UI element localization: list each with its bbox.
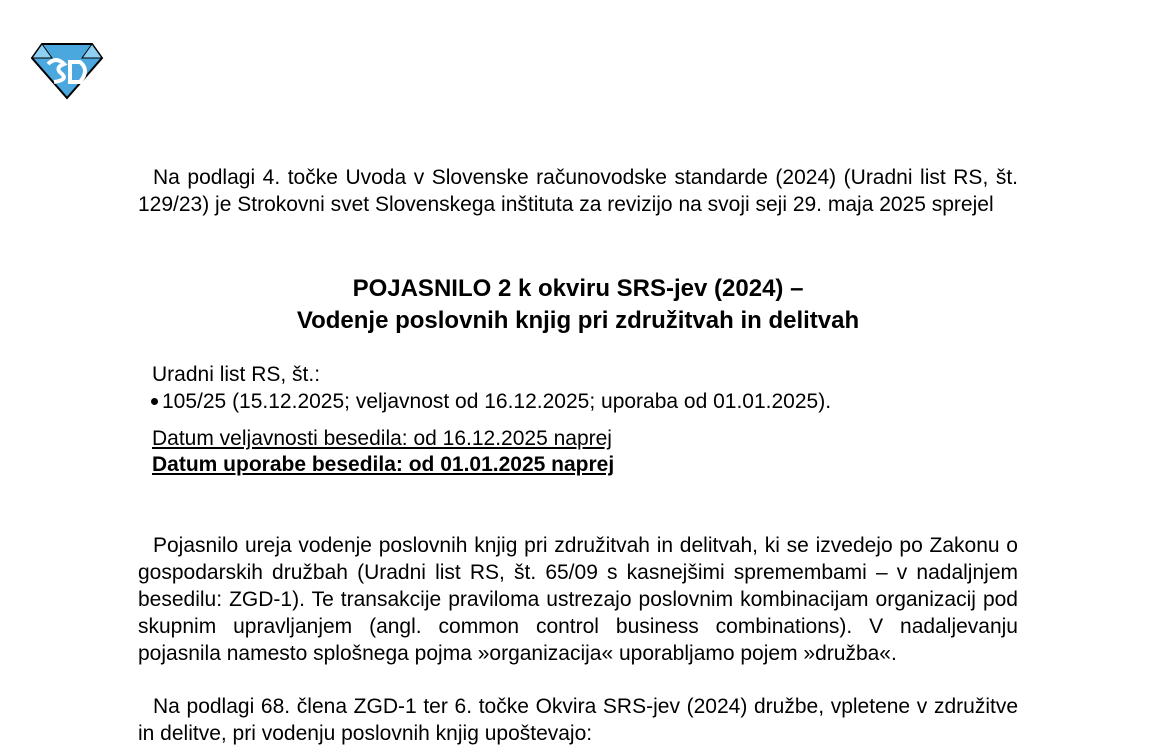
intro-paragraph: Na podlagi 4. točke Uvoda v Slovenske računovodske standarde (2024) (Uradni list RS, št. 129/23) je Strokovni svet Slovenskega inštituta za revizijo na svoji seji 29. maja 2025 sprejel [138, 166, 1018, 216]
title-line-2: Vodenje poslovnih knjig pri združitvah in delitvah [296, 307, 860, 334]
page-title [138, 273, 1018, 337]
validity-date: Datum veljavnosti besedila: od 16.12.2025 naprej [152, 427, 612, 450]
gazette-label: Uradni list RS, št.: [152, 363, 321, 386]
date-info [152, 426, 614, 478]
bullet-icon [151, 398, 158, 405]
body-paragraph-2: Na podlagi 68. člena ZGD-1 ter 6. točke Okvira SRS-jev (2024) družbe, vpletene v združitve in delitve, pri vodenju poslovnih knjig upoštevajo: [138, 695, 1018, 745]
title-line-1: POJASNILO 2 k okviru SRS-jev (2024) – [352, 275, 804, 302]
body-paragraph-1: Pojasnilo ureja vodenje poslovnih knjig pri združitvah in delitvah, ki se izvedejo po Zakonu o gospodarskih družbah (Uradni list RS, št. 65/09 s kasnejšimi spremembami – v nadaljnjem besedilu: ZGD-1). Te transakcije praviloma ustrezajo poslovnim kombinacijam organizacij pod skupnim upravljanjem (angl. common control business combinations). V nadaljevanju pojasnila namesto splošnega pojma »organizacija« uporabljamo pojem »družba«. [138, 534, 1018, 665]
gazette-reference [152, 361, 831, 415]
diamond-shield-logo-icon [30, 40, 104, 100]
gazette-list-item [150, 388, 831, 415]
gazette-item-text: 105/25 (15.12.2025; veljavnost od 16.12.2025; uporaba od 01.01.2025). [162, 390, 832, 413]
application-date: Datum uporabe besedila: od 01.01.2025 naprej [152, 453, 615, 476]
